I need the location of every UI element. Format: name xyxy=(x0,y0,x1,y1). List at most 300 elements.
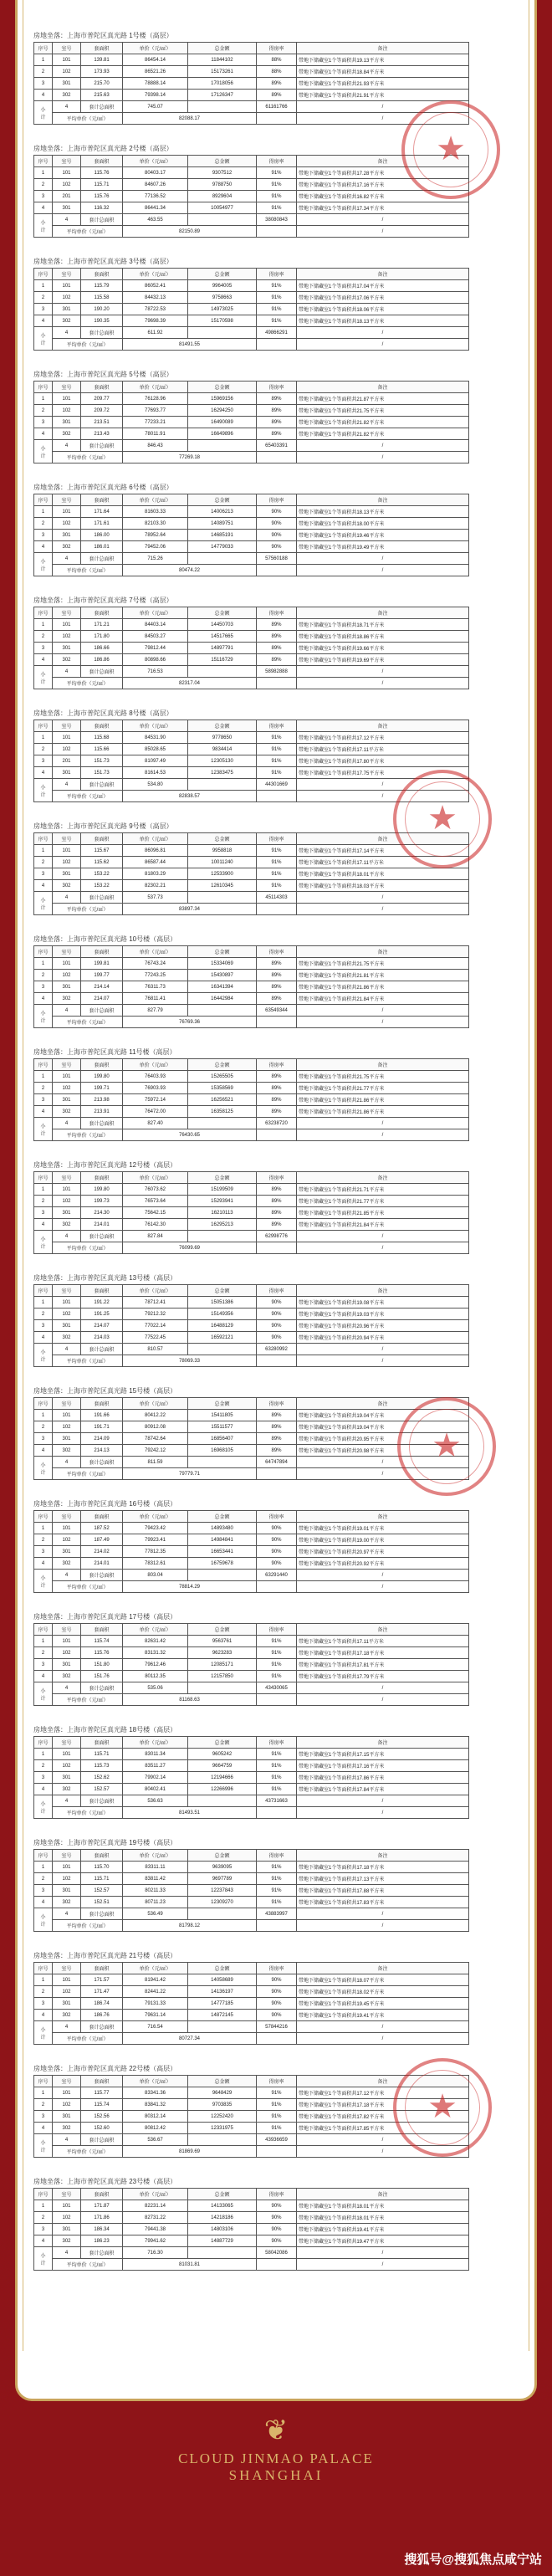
table-cell: 91% xyxy=(257,732,297,744)
remark-cell: / xyxy=(297,565,469,576)
column-header: 得房率 xyxy=(257,1963,297,1974)
column-header: 序号 xyxy=(34,607,53,619)
table-cell: 186.86 xyxy=(81,654,123,666)
total-cell: 套计总面积 xyxy=(81,2247,123,2259)
table-cell: 带地下储藏室1个等面积共17.16平方米 xyxy=(297,1760,469,1772)
table-cell: 75642.15 xyxy=(123,1207,188,1219)
table-cell: 4 xyxy=(34,1106,53,1118)
remark-cell: / xyxy=(297,339,469,351)
subtotal-char: 小 xyxy=(40,785,46,791)
table-cell: 301 xyxy=(53,304,81,315)
total-cell xyxy=(188,101,257,113)
table-cell: 76073.62 xyxy=(123,1184,188,1196)
total-cell: 套计总面积 xyxy=(81,1908,123,1920)
section-heading xyxy=(33,1047,519,1058)
table-cell: 89% xyxy=(257,1207,297,1219)
column-header: 室号 xyxy=(53,1511,81,1523)
column-header: 室号 xyxy=(53,494,81,506)
column-header: 室号 xyxy=(53,1737,81,1749)
table-cell: 90% xyxy=(257,541,297,553)
total-cell: 4 xyxy=(53,327,81,339)
table-cell: 12194666 xyxy=(188,1772,257,1784)
column-header: 单价（元/㎡） xyxy=(123,269,188,280)
subtotal-row xyxy=(34,666,469,678)
table-cell: 102 xyxy=(53,2212,81,2224)
subtotal-char: 计 xyxy=(40,228,46,233)
table-cell: 带地下储藏室1个等面积共21.71平方米 xyxy=(297,1184,469,1196)
total-cell: 49866291 xyxy=(257,327,297,339)
table-cell: 12533900 xyxy=(188,868,257,880)
total-cell: 4 xyxy=(53,1795,81,1807)
subtotal-label xyxy=(34,1005,53,1028)
table-cell: 80711.23 xyxy=(123,1897,188,1908)
table-cell: 89% xyxy=(257,654,297,666)
table-cell: 12266996 xyxy=(188,1784,257,1795)
remark-cell: / xyxy=(297,327,469,339)
remark-cell: / xyxy=(297,791,469,802)
average-price-row xyxy=(34,452,469,463)
price-table xyxy=(33,1058,469,1141)
average-label: 平均单价（元/㎡） xyxy=(53,452,123,463)
table-cell: 83011.34 xyxy=(123,1749,188,1760)
total-cell: 63280992 xyxy=(257,1344,297,1355)
total-cell: 套计总面积 xyxy=(81,1570,123,1581)
table-cell: 16295213 xyxy=(188,1219,257,1231)
table-cell: 带地下储藏室1个等面积共19.47平方米 xyxy=(297,2235,469,2247)
column-header: 总金额 xyxy=(188,43,257,54)
column-header: 备注 xyxy=(297,607,469,619)
table-cell: 9758663 xyxy=(188,292,257,304)
column-header: 备注 xyxy=(297,1511,469,1523)
table-cell: 89% xyxy=(257,1433,297,1445)
table-cell: 带地下储藏室1个等面积共18.02平方米 xyxy=(297,1986,469,1998)
table-cell: 带地下储藏室1个等面积共21.86平方米 xyxy=(297,981,469,993)
table-cell: 91% xyxy=(257,868,297,880)
table-cell: 101 xyxy=(53,1071,81,1083)
column-header: 序号 xyxy=(34,1059,53,1071)
column-header: 备注 xyxy=(297,946,469,958)
average-price: 83897.34 xyxy=(123,904,257,915)
building-number: 8号楼 xyxy=(129,709,146,717)
table-cell: 16490089 xyxy=(188,417,257,428)
table-cell: 2 xyxy=(34,1308,53,1320)
building-number: 21号楼 xyxy=(129,1952,151,1959)
table-cell: 84432.13 xyxy=(123,292,188,304)
table-cell: 101 xyxy=(53,1410,81,1421)
building-section xyxy=(33,1273,519,1367)
table-cell: 4 xyxy=(34,1558,53,1570)
remark-cell: / xyxy=(297,1231,469,1242)
table-cell: 带地下储藏室1个等面积共17.12平方米 xyxy=(297,2087,469,2099)
table-cell: 86454.14 xyxy=(123,54,188,66)
column-header: 室号 xyxy=(53,1963,81,1974)
empty-cell xyxy=(257,1468,297,1480)
table-cell: 3 xyxy=(34,755,53,767)
table-cell: 82731.22 xyxy=(123,2212,188,2224)
remark-cell: / xyxy=(297,1355,469,1367)
remark-cell: / xyxy=(297,1807,469,1819)
table-row xyxy=(34,78,469,90)
table-row xyxy=(34,958,469,970)
table-cell: 102 xyxy=(53,1534,81,1546)
table-row xyxy=(34,1320,469,1332)
empty-cell xyxy=(257,1355,297,1367)
table-cell: 带地下储藏室1个等面积共17.85平方米 xyxy=(297,2123,469,2134)
table-cell: 171.57 xyxy=(81,1974,123,1986)
table-cell: 4 xyxy=(34,993,53,1005)
table-cell: 4 xyxy=(34,2235,53,2247)
table-cell: 80912.08 xyxy=(123,1421,188,1433)
section-heading xyxy=(33,1385,519,1397)
total-cell: 63549344 xyxy=(257,1005,297,1017)
table-cell: 171.86 xyxy=(81,2212,123,2224)
table-cell: 301 xyxy=(53,1433,81,1445)
total-cell xyxy=(188,1344,257,1355)
table-cell: 301 xyxy=(53,2224,81,2235)
remark-cell: / xyxy=(297,1682,469,1694)
subtotal-row xyxy=(34,440,469,452)
total-cell: 4 xyxy=(53,892,81,904)
table-cell: 带地下储藏室1个等面积共17.11平方米 xyxy=(297,857,469,868)
column-header: 序号 xyxy=(34,1850,53,1862)
table-cell: 带地下储藏室1个等面积共18.01平方米 xyxy=(297,868,469,880)
table-cell: 91% xyxy=(257,880,297,892)
table-cell: 83811.42 xyxy=(123,1873,188,1885)
table-cell: 带地下储藏室1个等面积共19.13平方米 xyxy=(297,54,469,66)
table-cell: 152.51 xyxy=(81,1897,123,1908)
building-section xyxy=(33,1498,519,1593)
table-cell: 301 xyxy=(53,643,81,654)
remark-cell: / xyxy=(297,1795,469,1807)
table-cell: 91% xyxy=(257,2123,297,2134)
total-cell: 4 xyxy=(53,101,81,113)
table-row xyxy=(34,1410,469,1421)
table-cell: 214.07 xyxy=(81,1320,123,1332)
table-cell: 1 xyxy=(34,1071,53,1083)
location-label: 房地坐落： xyxy=(33,1161,67,1169)
empty-cell xyxy=(257,2033,297,2045)
building-type: （高层） xyxy=(150,1839,177,1846)
table-row xyxy=(34,202,469,214)
table-cell: 带地下储藏室1个等面积共18.84平方米 xyxy=(297,66,469,78)
table-cell: 带地下储藏室1个等面积共20.92平方米 xyxy=(297,1558,469,1570)
column-header: 套面积 xyxy=(81,607,123,619)
table-cell: 101 xyxy=(53,732,81,744)
table-row xyxy=(34,1897,469,1908)
table-cell: 90% xyxy=(257,1558,297,1570)
table-cell: 101 xyxy=(53,958,81,970)
column-header: 得房率 xyxy=(257,1511,297,1523)
table-cell: 115.76 xyxy=(81,167,123,179)
table-cell: 1 xyxy=(34,506,53,518)
table-cell: 302 xyxy=(53,1332,81,1344)
subtotal-label xyxy=(34,2134,53,2158)
table-cell: 91% xyxy=(257,1671,297,1682)
table-cell: 1 xyxy=(34,393,53,405)
table-row xyxy=(34,1974,469,1986)
price-table xyxy=(33,945,469,1028)
table-cell: 102 xyxy=(53,857,81,868)
average-price-row xyxy=(34,113,469,125)
total-cell: 4 xyxy=(53,1908,81,1920)
table-row xyxy=(34,66,469,78)
table-cell: 91% xyxy=(257,1772,297,1784)
table-cell: 101 xyxy=(53,1184,81,1196)
column-header: 室号 xyxy=(53,1172,81,1184)
table-cell: 86052.41 xyxy=(123,280,188,292)
total-cell: 716.54 xyxy=(123,2021,188,2033)
building-type: （高层） xyxy=(146,484,173,491)
location-label: 房地坐落： xyxy=(33,1952,67,1959)
column-header: 备注 xyxy=(297,720,469,732)
table-cell: 101 xyxy=(53,1974,81,1986)
table-row xyxy=(34,90,469,101)
table-cell: 301 xyxy=(53,1546,81,1558)
table-cell: 115.71 xyxy=(81,179,123,191)
column-header: 序号 xyxy=(34,269,53,280)
table-cell: 1 xyxy=(34,1749,53,1760)
table-cell: 89% xyxy=(257,1196,297,1207)
table-cell: 带地下储藏室1个等面积共21.81平方米 xyxy=(297,970,469,981)
column-header: 总金额 xyxy=(188,1059,257,1071)
table-cell: 12610345 xyxy=(188,880,257,892)
column-header: 序号 xyxy=(34,1285,53,1297)
column-header: 得房率 xyxy=(257,607,297,619)
table-cell: 191.66 xyxy=(81,1410,123,1421)
table-cell: 9307512 xyxy=(188,167,257,179)
table-cell: 79941.62 xyxy=(123,2235,188,2247)
column-header: 单价（元/㎡） xyxy=(123,1850,188,1862)
total-cell xyxy=(188,440,257,452)
column-header: 总金额 xyxy=(188,833,257,845)
building-section xyxy=(33,1160,519,1254)
table-cell: 1 xyxy=(34,2200,53,2212)
project-address: 上海市普陀区真光路 xyxy=(67,1500,127,1508)
total-cell: 4 xyxy=(53,1344,81,1355)
table-cell: 15149356 xyxy=(188,1308,257,1320)
column-header: 单价（元/㎡） xyxy=(123,1172,188,1184)
column-header: 序号 xyxy=(34,1172,53,1184)
location-label: 房地坐落： xyxy=(33,2178,67,2185)
table-cell: 115.71 xyxy=(81,1749,123,1760)
table-cell: 84403.14 xyxy=(123,619,188,631)
column-header: 室号 xyxy=(53,382,81,393)
table-cell: 2 xyxy=(34,2099,53,2111)
subtotal-char: 小 xyxy=(40,2253,46,2259)
average-price: 81168.63 xyxy=(123,1694,257,1706)
table-cell: 9703835 xyxy=(188,2099,257,2111)
average-price-row xyxy=(34,565,469,576)
table-cell: 89% xyxy=(257,90,297,101)
section-heading xyxy=(33,1837,519,1849)
project-address: 上海市普陀区真光路 xyxy=(67,1613,127,1621)
table-cell: 14779033 xyxy=(188,541,257,553)
remark-cell: / xyxy=(297,2033,469,2045)
column-header: 得房率 xyxy=(257,1172,297,1184)
remark-cell: / xyxy=(297,2021,469,2033)
table-cell: 90% xyxy=(257,2224,297,2235)
building-number: 3号楼 xyxy=(129,258,146,265)
table-cell: 90% xyxy=(257,1546,297,1558)
column-header: 总金额 xyxy=(188,269,257,280)
table-cell: 81614.53 xyxy=(123,767,188,779)
average-label: 平均单价（元/㎡） xyxy=(53,904,123,915)
building-type: （高层） xyxy=(150,1952,177,1959)
table-cell: 带地下储藏室1个等面积共21.82平方米 xyxy=(297,428,469,440)
column-header: 室号 xyxy=(53,833,81,845)
price-table xyxy=(33,268,469,351)
average-label: 平均单价（元/㎡） xyxy=(53,1581,123,1593)
project-address: 上海市普陀区真光路 xyxy=(67,2178,127,2185)
column-header: 序号 xyxy=(34,1511,53,1523)
table-cell: 80211.33 xyxy=(123,1885,188,1897)
section-heading xyxy=(33,1724,519,1736)
table-cell: 15173261 xyxy=(188,66,257,78)
table-cell: 带地下储藏室1个等面积共17.81平方米 xyxy=(297,1659,469,1671)
subtotal-label xyxy=(34,892,53,915)
empty-cell xyxy=(257,2259,297,2271)
table-row xyxy=(34,993,469,1005)
building-type: （高层） xyxy=(146,371,173,378)
table-cell: 4 xyxy=(34,767,53,779)
column-header: 得房率 xyxy=(257,382,297,393)
table-cell: 101 xyxy=(53,2087,81,2099)
building-type: （高层） xyxy=(150,1500,177,1508)
table-cell: 带地下储藏室1个等面积共19.66平方米 xyxy=(297,643,469,654)
total-cell: 4 xyxy=(53,214,81,226)
column-header: 得房率 xyxy=(257,2189,297,2200)
subtotal-char: 计 xyxy=(40,115,46,120)
table-cell: 186.34 xyxy=(81,2224,123,2235)
column-header: 单价（元/㎡） xyxy=(123,833,188,845)
average-price: 81869.69 xyxy=(123,2146,257,2158)
table-cell: 1 xyxy=(34,54,53,66)
table-cell: 101 xyxy=(53,845,81,857)
project-address: 上海市普陀区真光路 xyxy=(67,1048,127,1056)
subtotal-char: 计 xyxy=(40,566,46,572)
table-cell: 214.01 xyxy=(81,1558,123,1570)
section-heading xyxy=(33,256,519,268)
table-cell: 115.58 xyxy=(81,292,123,304)
project-address: 上海市普陀区真光路 xyxy=(67,1952,127,1959)
building-section xyxy=(33,2176,519,2271)
table-cell: 89% xyxy=(257,1421,297,1433)
table-cell: 1 xyxy=(34,280,53,292)
table-cell: 1 xyxy=(34,619,53,631)
table-cell: 4 xyxy=(34,541,53,553)
table-cell: 90% xyxy=(257,2200,297,2212)
table-cell: 90% xyxy=(257,1308,297,1320)
table-cell: 82441.22 xyxy=(123,1986,188,1998)
table-cell: 90% xyxy=(257,1974,297,1986)
building-number: 10号楼 xyxy=(129,935,151,943)
table-cell: 2 xyxy=(34,1647,53,1659)
column-header: 备注 xyxy=(297,1172,469,1184)
table-cell: 12252420 xyxy=(188,2111,257,2123)
subtotal-char: 小 xyxy=(40,2140,46,2146)
location-label: 房地坐落： xyxy=(33,32,67,39)
average-price: 81491.55 xyxy=(123,339,257,351)
column-header: 序号 xyxy=(34,382,53,393)
subtotal-row xyxy=(34,327,469,339)
column-header: 室号 xyxy=(53,269,81,280)
table-cell: 14893480 xyxy=(188,1523,257,1534)
column-header: 套面积 xyxy=(81,1624,123,1636)
average-price-row xyxy=(34,1129,469,1141)
column-header: 得房率 xyxy=(257,1850,297,1862)
table-cell: 91% xyxy=(257,1897,297,1908)
table-cell: 102 xyxy=(53,2099,81,2111)
empty-cell xyxy=(257,2146,297,2158)
table-cell: 115.66 xyxy=(81,744,123,755)
table-cell: 76128.96 xyxy=(123,393,188,405)
column-header: 序号 xyxy=(34,2189,53,2200)
table-cell: 101 xyxy=(53,1297,81,1308)
table-row xyxy=(34,1546,469,1558)
table-cell: 78888.14 xyxy=(123,78,188,90)
table-cell: 101 xyxy=(53,1749,81,1760)
column-header: 备注 xyxy=(297,1059,469,1071)
subtotal-char: 计 xyxy=(40,2261,46,2266)
total-cell: 65403391 xyxy=(257,440,297,452)
project-address: 上海市普陀区真光路 xyxy=(67,1387,127,1395)
table-cell: 86096.81 xyxy=(123,845,188,857)
table-cell: 带地下储藏室1个等面积共19.41平方米 xyxy=(297,2010,469,2021)
location-label: 房地坐落： xyxy=(33,709,67,717)
subtotal-char: 小 xyxy=(40,1914,46,1920)
column-header: 套面积 xyxy=(81,156,123,167)
table-cell: 4 xyxy=(34,1784,53,1795)
table-cell: 91% xyxy=(257,1885,297,1897)
average-price: 76099.69 xyxy=(123,1242,257,1254)
table-cell: 302 xyxy=(53,1106,81,1118)
table-cell: 91% xyxy=(257,1659,297,1671)
subtotal-char: 小 xyxy=(40,220,46,226)
table-cell: 301 xyxy=(53,417,81,428)
location-label: 房地坐落： xyxy=(33,1387,67,1395)
table-cell: 88% xyxy=(257,54,297,66)
table-cell: 84607.26 xyxy=(123,179,188,191)
brand-logo xyxy=(0,2414,552,2484)
column-header: 总金额 xyxy=(188,1285,257,1297)
column-header: 单价（元/㎡） xyxy=(123,2076,188,2087)
table-row xyxy=(34,1760,469,1772)
column-header: 室号 xyxy=(53,43,81,54)
column-header: 套面积 xyxy=(81,720,123,732)
table-cell: 89% xyxy=(257,405,297,417)
column-header: 得房率 xyxy=(257,43,297,54)
subtotal-label xyxy=(34,1231,53,1254)
average-price: 80727.34 xyxy=(123,2033,257,2045)
table-cell: 102 xyxy=(53,1647,81,1659)
table-cell: 89% xyxy=(257,1094,297,1106)
table-cell: 14803106 xyxy=(188,2224,257,2235)
lotus-emblem-icon: ❦ xyxy=(263,2415,289,2446)
table-cell: 79441.38 xyxy=(123,2224,188,2235)
table-cell: 153.22 xyxy=(81,880,123,892)
subtotal-char: 计 xyxy=(40,1131,46,1137)
table-row xyxy=(34,1534,469,1546)
column-header: 单价（元/㎡） xyxy=(123,1737,188,1749)
column-header: 单价（元/㎡） xyxy=(123,1511,188,1523)
table-row xyxy=(34,54,469,66)
subtotal-char: 计 xyxy=(40,792,46,798)
table-cell: 带地下储藏室1个等面积共18.71平方米 xyxy=(297,619,469,631)
subtotal-char: 小 xyxy=(40,107,46,113)
total-cell: 4 xyxy=(53,1457,81,1468)
table-cell: 带地下储藏室1个等面积共18.86平方米 xyxy=(297,631,469,643)
table-cell: 3 xyxy=(34,1094,53,1106)
